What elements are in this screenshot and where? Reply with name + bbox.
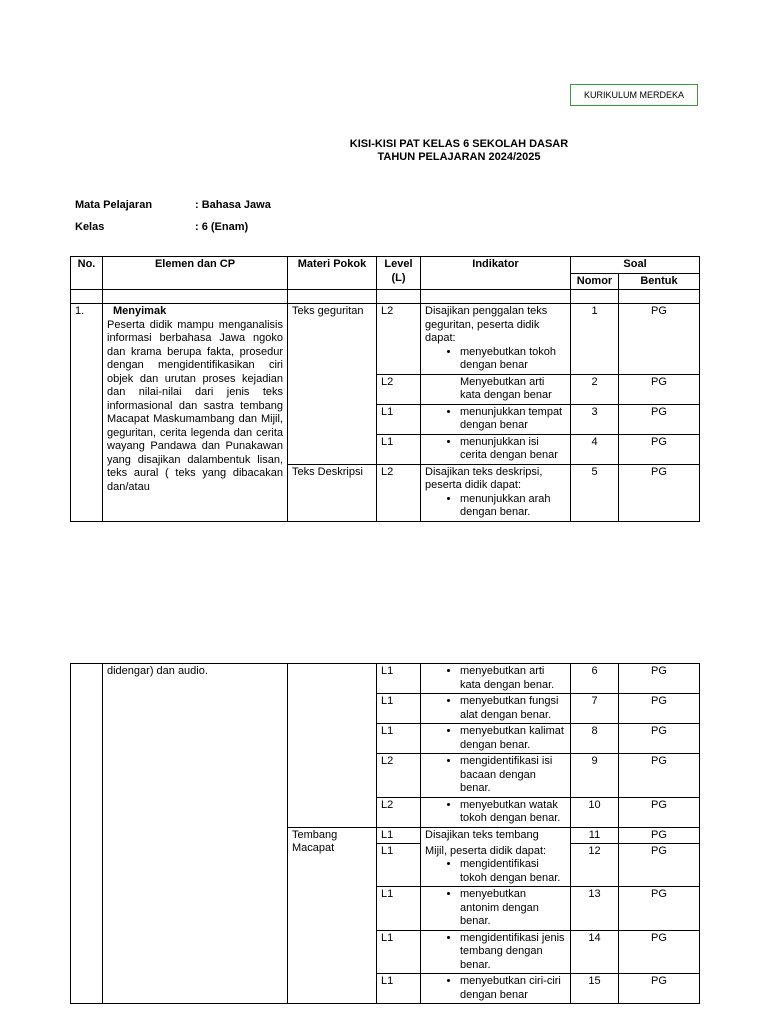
list-item: • menunjukkan arah dengan benar. [460, 493, 566, 520]
level-cell: L1 [377, 724, 421, 754]
bentuk-cell: PG [619, 404, 700, 434]
subject-row [75, 199, 271, 211]
bentuk-cell: PG [619, 374, 700, 404]
nomor-cell: 15 [571, 974, 619, 1004]
materi-cell: Teks Deskripsi [288, 464, 377, 521]
level-cell: L1 [377, 827, 421, 844]
nomor-cell: 3 [571, 404, 619, 434]
level-cell: L1 [377, 974, 421, 1004]
bentuk-cell: PG [619, 797, 700, 827]
list-item: • menyebutkan kalimat dengan benar. [460, 725, 566, 752]
level-cell: L2 [377, 464, 421, 521]
header-no: No. [71, 257, 103, 290]
list-item: • menyebutkan antonim dengan benar. [460, 888, 566, 929]
list-item: • menyebutkan tokoh dengan benar [460, 346, 566, 373]
subject-label: Mata Pelajaran [75, 199, 153, 211]
nomor-cell: 7 [571, 694, 619, 724]
list-item: • mengidentifikasi isi bacaan dengan benar. [460, 755, 566, 796]
bentuk-cell: PG [619, 724, 700, 754]
header-elemen: Elemen dan CP [103, 257, 288, 290]
indikator-cell [421, 930, 571, 974]
indikator-cell [421, 724, 571, 754]
indikator-cell: Disajikan teks tembang [421, 827, 571, 844]
row-number [71, 664, 103, 1004]
nomor-cell: 5 [571, 464, 619, 521]
materi-cell: Tembang Macapat [288, 827, 377, 1004]
nomor-cell: 6 [571, 664, 619, 694]
nomor-cell: 13 [571, 887, 619, 931]
level-cell: L1 [377, 844, 421, 887]
level-cell: L2 [377, 304, 421, 375]
nomor-cell: 8 [571, 724, 619, 754]
class-label: Kelas [75, 221, 105, 233]
indikator-cell [421, 664, 571, 694]
header-row [71, 257, 700, 274]
elemen-cell [103, 304, 288, 522]
title-line-1: KISI-KISI PAT KELAS 6 SEKOLAH DASAR [349, 138, 569, 150]
subject-value: : Bahasa Jawa [195, 199, 271, 211]
list-item: • menyebutkan watak tokoh dengan benar. [460, 799, 566, 826]
indikator-cell [421, 887, 571, 931]
list-item: • mengidentifikasi jenis tembang dengan benar. [460, 932, 566, 973]
list-item: • menunjukkan tempat dengan benar [460, 406, 566, 433]
nomor-cell: 4 [571, 434, 619, 464]
list-item: • menyebutkan fungsi alat dengan benar. [460, 695, 566, 722]
grid-table-page-2 [70, 663, 700, 1004]
header-materi: Materi Pokok [288, 257, 377, 290]
level-cell: L1 [377, 930, 421, 974]
header-level: Level (L) [377, 257, 421, 290]
level-cell: L2 [377, 374, 421, 404]
document-title [0, 138, 768, 164]
indikator-cell [421, 754, 571, 798]
grid-table-page-1 [70, 256, 700, 522]
bentuk-cell: PG [619, 930, 700, 974]
indikator-cell [421, 974, 571, 1004]
bentuk-cell: PG [619, 464, 700, 521]
indikator-cell: Menyebutkan arti kata dengan benar [421, 374, 571, 404]
indikator-cell [421, 797, 571, 827]
level-cell: L1 [377, 694, 421, 724]
header-soal: Soal [571, 257, 700, 274]
indikator-cell [421, 844, 571, 887]
bentuk-cell: PG [619, 887, 700, 931]
nomor-cell: 9 [571, 754, 619, 798]
indikator-cell [421, 434, 571, 464]
indikator-cell [421, 404, 571, 434]
elemen-cell: didengar) dan audio. [103, 664, 288, 1004]
indikator-cell [421, 464, 571, 521]
list-item: • mengidentifikasi tokoh dengan benar. [460, 858, 566, 885]
nomor-cell: 14 [571, 930, 619, 974]
nomor-cell: 12 [571, 844, 619, 887]
bentuk-cell: PG [619, 844, 700, 887]
table-row [71, 304, 700, 375]
nomor-cell: 11 [571, 827, 619, 844]
list-item: • menyebutkan arti kata dengan benar. [460, 665, 566, 692]
table-row [71, 664, 700, 694]
class-value: : 6 (Enam) [195, 221, 249, 233]
materi-cell: Teks geguritan [288, 304, 377, 465]
bentuk-cell: PG [619, 434, 700, 464]
header-nomor: Nomor [571, 273, 619, 290]
materi-cell [288, 664, 377, 828]
bentuk-cell: PG [619, 694, 700, 724]
level-cell: L1 [377, 887, 421, 931]
level-cell: L1 [377, 434, 421, 464]
nomor-cell: 1 [571, 304, 619, 375]
elemen-title: Menyimak [113, 305, 167, 317]
list-item: • menyebutkan ciri-ciri dengan benar [460, 975, 566, 1002]
class-row [75, 221, 249, 233]
nomor-cell: 2 [571, 374, 619, 404]
indikator-cell [421, 694, 571, 724]
level-cell: L1 [377, 664, 421, 694]
nomor-cell: 10 [571, 797, 619, 827]
level-cell: L2 [377, 797, 421, 827]
indikator-intro: Disajikan penggalan teks geguritan, peserta didik dapat: [425, 305, 548, 344]
curriculum-badge: KURIKULUM MERDEKA [570, 84, 698, 106]
level-cell: L2 [377, 754, 421, 798]
level-cell: L1 [377, 404, 421, 434]
list-item: • menunjukkan isi cerita dengan benar [460, 436, 566, 463]
title-line-2: TAHUN PELAJARAN 2024/2025 [377, 151, 541, 163]
bentuk-cell: PG [619, 304, 700, 375]
header-bentuk: Bentuk [619, 273, 700, 290]
bentuk-cell: PG [619, 754, 700, 798]
header-indikator: Indikator [421, 257, 571, 290]
bentuk-cell: PG [619, 827, 700, 844]
spacer-row [71, 290, 700, 304]
indikator-intro: Mijil, peserta didik dapat: [425, 844, 547, 857]
elemen-text: Peserta didik mampu menganalisis informasi berbahasa Jawa ngoko dan krama berupa fakta, prosedur dengan mengidentifikasikan ciri objek dan urutan proses kejadian dan nilai-nilai dari jenis teks informasional dan sastra tembang Macapat Maskumambang dan Mijil, geguritan, cerita legenda dan cerita wayang Pandawa dan Punakawan yang disajikan dalambentuk lisan, teks aural ( teks yang dibacakan dan/atau [107, 318, 283, 493]
row-number: 1. [71, 304, 103, 522]
indikator-intro: Disajikan teks deskripsi, peserta didik dapat: [425, 465, 543, 491]
bentuk-cell: PG [619, 664, 700, 694]
bentuk-cell: PG [619, 974, 700, 1004]
indikator-cell [421, 304, 571, 375]
